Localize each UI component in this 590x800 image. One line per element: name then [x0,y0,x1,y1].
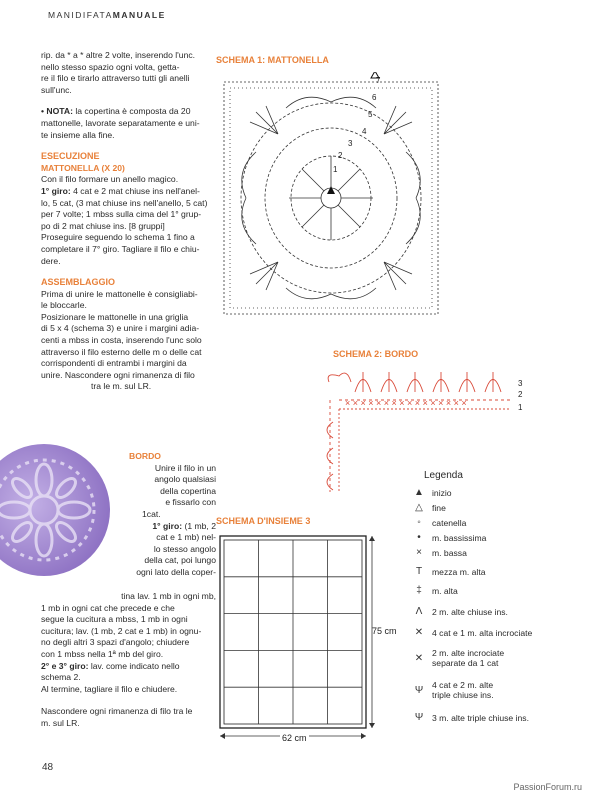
nota-label: • NOTA: [41,106,73,117]
header-right: MANUALE [112,10,166,20]
bordo-line: Al termine, tagliare il filo e chiudere. [41,683,178,694]
dot-icon: • [417,532,421,543]
intro-line: rip. da * a * altre 2 volte, inserendo l'unc. [41,50,196,60]
bordo-line: no degli altri 3 spazi d'angolo; chiudere [41,637,190,648]
bordo-line [94,521,216,533]
height-label: 75 cm [372,626,397,636]
assemblaggio-line: Posizionare le mattonelle in una griglia [41,311,189,322]
esecuzione-title: ESECUZIONE [41,151,100,162]
giro-label: 1° giro: [152,520,183,531]
bordo-line: Unire il filo in un [154,462,216,473]
esecuzione-line [41,186,213,198]
legend-text: 3 m. alte triple chiuse ins. [432,712,529,723]
legend-item [410,566,580,577]
legend-text: 4 cat e 2 m. alte triple chiuse ins. [432,680,494,700]
bordo-line: 1cat. [142,508,161,519]
esecuzione-line: completare il 7° giro. Tagliare il filo e chiu- [41,243,200,254]
nota-line: mattonelle, lavorate separatamente e uni- [41,117,200,128]
instructions-column [41,50,213,393]
oval-icon: ◦ [417,517,421,528]
bordo-text: (1 mb, 2 [184,520,216,531]
legend-text: m. alta [432,585,458,596]
bordo-section [94,451,216,579]
cross-icon: × [416,547,422,558]
assemblaggio-line: corrispondenti di entrambi i margini da [41,358,187,369]
legend-item [410,532,580,543]
assemblaggio-line: unire. Nascondere ogni rimanenza di filo [41,369,195,380]
bordo-line: ogni lato della coper- [136,566,216,577]
nota-line [41,106,213,118]
bordo-line: segue la cucitura a mbss, 1 mb in ogni [41,614,188,625]
width-label: 62 cm [282,733,307,743]
legend-text: inizio [432,487,452,498]
bordo-line: cucitura; lav. (1 mb, 2 cat e 1 mb) in ognu- [41,625,202,636]
legend-item [410,627,580,638]
start-marker-icon [327,186,335,194]
bordo-line: angolo qualsiasi [154,474,216,485]
round-label: 7 [376,76,381,85]
half-double-icon: T [415,566,423,577]
assemblaggio-line: Prima di unire le mattonelle è consigliabi- [41,288,198,299]
bordo-line: m. sul LR. [41,717,80,728]
legend-item [410,712,580,723]
bordo-line: della copertina [160,485,216,496]
treble-group-icon: Ψ [414,684,424,696]
round-label: 4 [362,127,367,136]
outline-triangle-icon: △ [415,502,423,513]
page-number: 48 [42,762,54,773]
round-label: 2 [338,151,343,160]
intro-line: re il filo e tirarlo attraverso tutti gli anelli [41,73,190,84]
schema2-title: SCHEMA 2: BORDO [333,349,419,359]
intro-line: nello stesso spazio ogni volta, getta- [41,61,180,72]
two-dc-together-icon: Λ [415,606,423,617]
legend-text: mezza m. alta [432,566,486,577]
round-label: 3 [348,139,353,148]
legend-item [410,547,580,558]
crossed-dc-sep-icon: ✕ [414,652,424,664]
schema3-title: SCHEMA D'INSIEME 3 [216,516,311,526]
crossed-dc-icon: ✕ [414,627,424,638]
esecuzione-text: 4 cat e 2 mat chiuse ins nell'anel- [73,185,200,196]
esecuzione-line: Con il filo formare un anello magico. [41,174,179,185]
legend-title: Legenda [424,470,463,481]
legend-item [410,680,580,700]
treble-three-icon: Ψ [414,712,424,723]
schema1-title: SCHEMA 1: MATTONELLA [216,55,329,65]
round-label: 1 [333,165,338,174]
esecuzione-subtitle: MATTONELLA (X 20) [41,162,125,173]
assemblaggio-title: ASSEMBLAGGIO [41,277,116,288]
bordo-line: 1 mb in ogni cat che precede e che [41,602,175,613]
filled-triangle-icon: ▲ [414,487,424,498]
esecuzione-line: lo, 5 cat, (3 mat chiuse ins nell'anello, 5 cat) [41,197,208,208]
legend-item [410,502,580,513]
assemblaggio-line: di 5 x 4 (schema 3) e unire i margini adia- [41,323,200,334]
legend-item [410,606,580,617]
assemblaggio-line: le bloccarle. [41,300,87,311]
esecuzione-line: Proseguire seguendo lo schema 1 fino a [41,232,195,243]
round-label: 6 [372,93,377,102]
bordo-line: lo stesso angolo [153,543,216,554]
bordo-line: con 1 mbss nella 1ª mb del giro. [41,648,164,659]
bordo-line: e fissarlo con [165,497,216,508]
giro-label: 1° giro: [41,185,71,196]
legend [410,470,580,727]
intro-line: sull'unc. [41,84,72,95]
bordo-text: lav. come indicato nello [88,660,180,671]
esecuzione-line: po di 2 mat chiuse ins. [8 gruppi] [41,220,165,231]
bordo-title: BORDO [129,451,161,461]
bordo-line [41,695,216,706]
legend-item [410,648,580,668]
esecuzione-line: dere. [41,255,61,266]
header-left: MANIDIFATA [48,10,113,20]
assemblaggio-line: tra le m. sul LR. [91,381,152,392]
legend-text: 2 m. alte incrociate separate da 1 cat [432,648,505,668]
legend-item [410,517,580,528]
giro-label: 2° e 3° giro: [41,660,89,671]
bordo-line: schema 2. [41,672,81,683]
legend-text: m. bassa [432,547,467,558]
legend-text: 2 m. alte chiuse ins. [432,606,508,617]
assemblaggio-line: attraverso il filo esterno delle m o delle cat [41,346,202,357]
round-label: 2 [518,390,523,399]
legend-text: 4 cat e 1 m. alta incrociate [432,627,533,638]
round-label: 1 [518,403,523,412]
svg-text:× × × × × × × × × × × × × × ×: × × × × × × × × × × × × × × × × [345,398,467,408]
nota-line: te insieme alla fine. [41,129,115,140]
running-header [48,10,166,20]
double-crochet-icon: ‡ [416,585,422,596]
legend-item [410,487,580,498]
watermark: PassionForum.ru [513,782,582,792]
legend-text: m. bassissima [432,532,487,543]
legend-text: catenella [432,517,467,528]
round-label: 3 [518,379,523,388]
bordo-line: Nascondere ogni rimanenza di filo tra le [41,706,193,717]
schema1-diagram [216,72,448,322]
esecuzione-line: per 7 volte; 1 mbss sulla cima del 1° grup- [41,209,202,220]
bordo-line: tina lav. 1 mb in ogni mb, [121,591,216,601]
bordo-line [41,661,216,673]
bordo-continuation [41,591,216,730]
bordo-line: cat e 1 mb) nel- [156,532,216,543]
legend-text: fine [432,502,446,513]
round-label: 5 [368,110,373,119]
bordo-line: della cat, poi lungo [144,555,216,566]
legend-item [410,585,580,596]
schema3-grid [218,534,368,730]
assemblaggio-line: centi a mbss in costa, inserendo l'unc solo [41,335,202,346]
nota-text: la copertina è composta da 20 [72,106,191,117]
